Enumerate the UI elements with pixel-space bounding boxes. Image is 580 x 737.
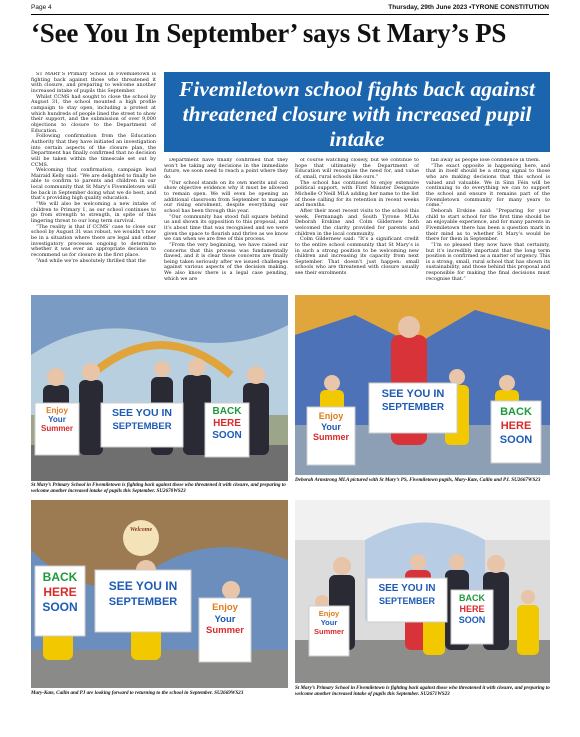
- article-paragraph: “We will also be welcoming a new intake of children to Primary 1, as our school continues to go from strength to strength, in spite of this lingering threat to our long term survival.: [31, 201, 156, 225]
- article-paragraph: “Our school stands on its own merits and can show objective evidence why it must be allowed to remain open. We will even be opening an additional classroom from September to manage our rising enrolment, despite everything our school has been through this year.: [164, 179, 288, 214]
- sign-text: SOON: [212, 430, 242, 441]
- sign-text: Summer: [205, 625, 244, 636]
- sign-text: HERE: [459, 604, 485, 614]
- article-paragraph: fall away as people lose confidence in them.: [431, 158, 541, 163]
- article-paragraph: Deborah Erskine said: “Preparing for your child to start school for the first time should be an enjoyable experience, and for many parents in Fivemiletown there has been a question mark in their mind as to whether St Mary’s would be there for them in September.: [426, 207, 550, 243]
- sign-text: Summer: [313, 627, 344, 636]
- page-number: Page 4: [31, 4, 52, 11]
- article-paragraph: “The reality is that if CCMS’ case to close our school by August 31 was robust, we wouldn’t now be in a situation where there are legal and other investigatory processes ongoing to determine whether it was ever an appropriate decision to recommend us for closure in the first place.: [31, 223, 156, 258]
- article-paragraph: Whilst CCMS had sought to close the school by August 31, the school mounted a high profile campaign to stay open, including a protest at which hundreds of people lined the street to show their support, and the submission of over 9,000 objections to closure to the Department of Education.: [31, 93, 156, 134]
- sign-text: SOON: [42, 600, 78, 614]
- article-paragraph: “The exact opposite is happening here, and that in itself should be a strong signal to those who are making decisions that this school is valued and valuable. We in Sinn Féin will be continuing to do everything we can to support the school and ensure it remains part of the Fivemiletown community for many years to come.”: [426, 162, 550, 209]
- sign-text: SEE YOU IN: [112, 407, 172, 419]
- sign-text: Enjoy: [212, 602, 238, 613]
- article-paragraph: “Our community has stood full square behind us and shown its opposition to this proposal, and it’s about time that was recognised and we were given the space to flourish and thrive as we know we can when we are free of this process.: [164, 213, 288, 243]
- sign-text: SEPTEMBER: [378, 596, 435, 606]
- photo-illustration: [31, 295, 288, 481]
- article-paragraph: “I’m so pleased they now have that certainty, but it’s incredibly important that the long term position is confirmed as a matter of urgency. This is a strong, small, rural school that has shown its sustainability, and those behind this proposal and responsible for making the final decisions must recognise that.”: [426, 241, 550, 282]
- sign-text: Welcome: [129, 527, 153, 533]
- sign-text: SEE YOU IN: [378, 583, 436, 594]
- photo-caption: St Mary’s Primary School in Fivemiletown is fighting back against those who threatened it with closure, and preparing to welcome another increased intake of pupils this September. SU2671WS23: [295, 685, 550, 697]
- sign-text: Your: [48, 415, 66, 424]
- sign-text: HERE: [500, 420, 532, 432]
- photo-caption: St Mary’s Primary School in Fivemiletown is fighting back against those who threatened it with closure, and preparing to welcome another increased intake of pupils this September. SU2670WS23: [31, 482, 286, 494]
- photo-group-wall: [295, 500, 550, 683]
- sign-text: SEPTEMBER: [381, 402, 445, 413]
- photo-mla-pupils: [295, 295, 550, 475]
- header-rule: [31, 14, 549, 15]
- photo-caption: Deborah Armstrong MLA pictured with St Mary’s PS, Fivemiletown pupils, Mary-Kate, Cailin and PJ. SU2667WS23: [295, 477, 541, 483]
- sign-text: SEPTEMBER: [112, 421, 172, 432]
- page-header: [31, 4, 549, 14]
- sign-text: Enjoy: [46, 406, 68, 415]
- article-paragraph: After their most recent visits to the school this week, Fermanagh and South Tyrone MLAs Deborah Erskine and Colm Gildernew both welcomed the clarity provided for parents and children in the local community.: [295, 207, 419, 237]
- article-column-1: [31, 72, 156, 287]
- sign-text: HERE: [213, 418, 241, 429]
- photo-illustration: [295, 295, 550, 475]
- sign-text: HERE: [43, 585, 77, 599]
- article-paragraph: Department have finally confirmed that they won’t be taking any decisions in the immediate future, we soon need to reach a point where they do.: [164, 158, 288, 180]
- article-column-2: [164, 158, 288, 293]
- article-column-3: [295, 158, 419, 293]
- issue-date: Thursday, 29th June 2023 •TYRONE CONSTITUTION: [388, 4, 549, 11]
- sign-text: Enjoy: [318, 411, 344, 421]
- article-paragraph: Colm Gildernew said: “It’s a significant credit to the entire school community that St Mary’s is in such a strong position to be welcoming new children and increasing its capacity from next September. That doesn’t just happen: small schools who are threatened with closure usually see their enrolments: [295, 236, 419, 277]
- article-paragraph: Following confirmation from the Education Authority that they have initiated an investigation into certain aspects of the closure plan, the Department has finally confirmed that no decision will be taken within the timescale set out by CCMS.: [31, 133, 156, 168]
- sign-text: SEE YOU IN: [108, 579, 178, 593]
- article-paragraph: Welcoming that confirmation, campaign lead Mairaid Kelly said: “We are delighted to finally be able to confirm to parents and children in our local community that St Mary’s Fivemiletown will be back in September doing what we do best, and that’s providing high quality education.: [31, 167, 156, 202]
- article-paragraph: of course watching closely, but we continue to hope that ultimately the Department of Education will recognise the need for, and value of, small, rural schools like ours.”: [295, 158, 419, 180]
- article-paragraph: “From the very beginning, we have raised our concerns that this process was fundamentally flawed, and it is clear those concerns are finally being taken seriously after we issued challenges against various aspects of the decision making. We also know there is a legal case pending, which we are: [164, 241, 288, 282]
- sign-text: BACK: [500, 406, 532, 418]
- article-headline: ‘See You In September’ says St Mary’s PS: [31, 18, 507, 48]
- photo-pupils-signs: [31, 500, 288, 688]
- sign-text: SOON: [458, 615, 486, 625]
- photo-caption: Mary-Kate, Cailin and PJ are looking forward to returning to the school in September. SU2669WS23: [31, 690, 244, 696]
- article-paragraph: ST MARY’S Primary School in Fivemiletown is fighting back against those who threatened it with closure, and preparing to welcome another increased intake of pupils this September.: [31, 72, 156, 94]
- sign-text: BACK: [212, 406, 242, 417]
- sign-text: Your: [320, 618, 338, 627]
- article-paragraph: “And while we’re absolutely thrilled that the: [36, 257, 146, 264]
- sign-text: BACK: [42, 570, 78, 584]
- article-column-4: [426, 158, 550, 293]
- sign-text: Your: [214, 613, 236, 625]
- sign-text: BACK: [459, 593, 485, 603]
- sign-text: SOON: [499, 434, 533, 446]
- article-paragraph: The school has continued to enjoy extensive political support, with First Minister Designate Michelle O’Neill MLA adding her name to the list of those calling for its retention in recent weeks and months.: [295, 179, 419, 209]
- sign-text: Your: [321, 421, 341, 432]
- sign-text: SEPTEMBER: [108, 596, 178, 608]
- photo-group-staff: [31, 295, 288, 481]
- sign-text: Summer: [40, 424, 73, 433]
- sign-text: Enjoy: [318, 609, 340, 618]
- sign-text: SEE YOU IN: [381, 388, 445, 400]
- article-subheadline-banner: Fivemiletown school fights back against threatened closure with increased pupil intake: [164, 72, 550, 152]
- sign-text: Summer: [312, 432, 349, 442]
